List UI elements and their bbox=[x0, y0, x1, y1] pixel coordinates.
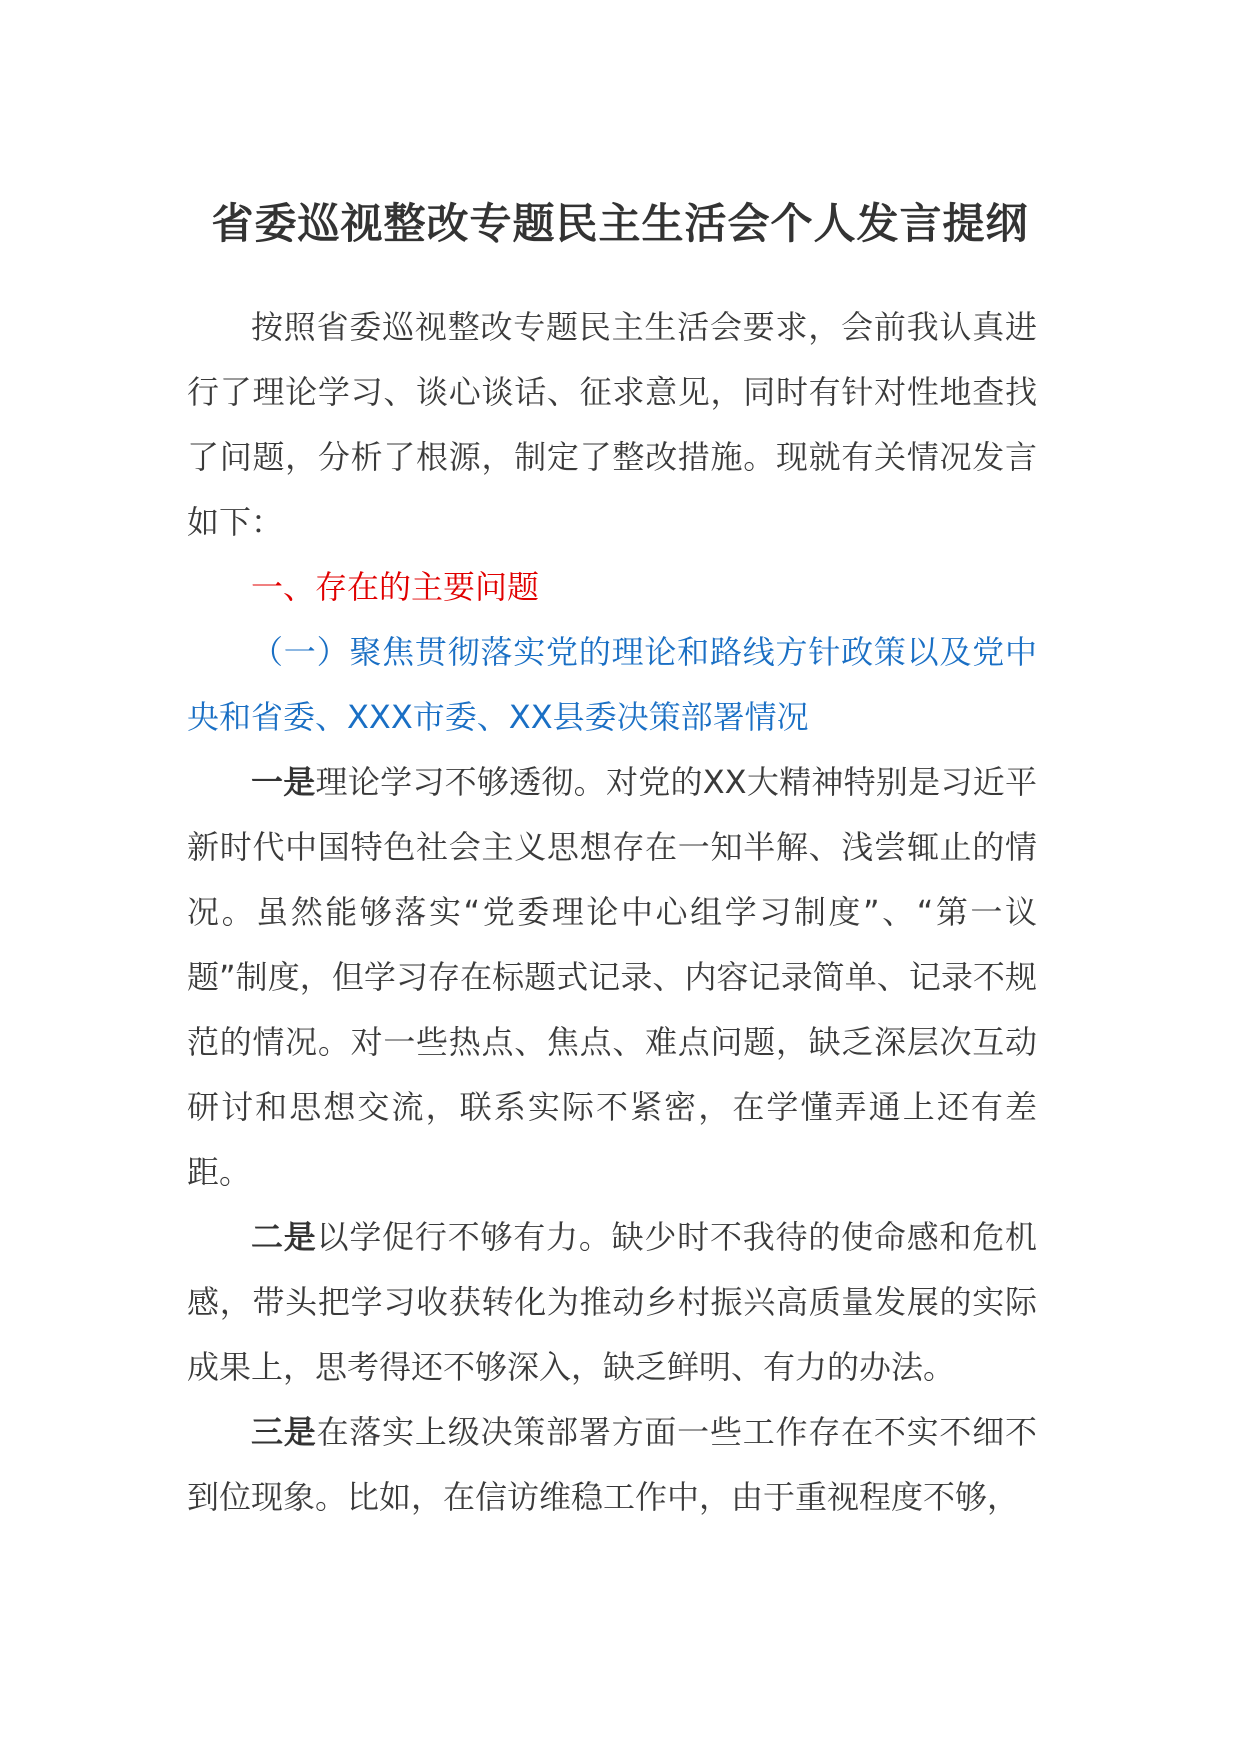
point-text-1: 理论学习不够透彻。对党的XX大精神特别是习近平新时代中国特色社会主义思想存在一知半解、浅尝辄止的情况。虽然能够落实“党委理论中心组学习制度”、“第一议题”制度，但学习存在标题式记录、内容记录简单、记录不规范的情况。对一些热点、焦点、难点问题，缺乏深层次互动研讨和思想交流，联系实际不紧密，在学懂弄通上还有差距。 bbox=[187, 763, 1037, 1191]
point-lead-2: 二是 bbox=[251, 1218, 317, 1256]
intro-paragraph: 按照省委巡视整改专题民主生活会要求，会前我认真进行了理论学习、谈心谈话、征求意见，同时有针对性地查找了问题，分析了根源，制定了整改措施。现就有关情况发言如下： bbox=[187, 308, 1037, 541]
point-lead-3: 三是 bbox=[251, 1413, 317, 1451]
point-text-2: 以学促行不够有力。缺少时不我待的使命感和危机感，带头把学习收获转化为推动乡村振兴高质量发展的实际成果上，思考得还不够深入，缺乏鲜明、有力的办法。 bbox=[187, 1218, 1037, 1386]
point-text-3: 在落实上级决策部署方面一些工作存在不实不细不到位现象。比如，在信访维稳工作中，由于重视程度不够， bbox=[187, 1413, 1037, 1516]
section-heading-problems: 一、存在的主要问题 bbox=[251, 568, 540, 606]
point-lead-1: 一是 bbox=[251, 763, 316, 801]
document-body bbox=[187, 295, 1037, 1530]
subsection-heading-1: （一）聚焦贯彻落实党的理论和路线方针政策以及党中央和省委、XXX市委、XX县委决策部署情况 bbox=[187, 633, 1037, 736]
point-paragraph-3 bbox=[187, 1400, 1037, 1530]
point-paragraph-1 bbox=[187, 750, 1037, 1205]
document-title: 省委巡视整改专题民主生活会个人发言提纲 bbox=[211, 199, 1029, 248]
point-paragraph-2 bbox=[187, 1205, 1037, 1400]
